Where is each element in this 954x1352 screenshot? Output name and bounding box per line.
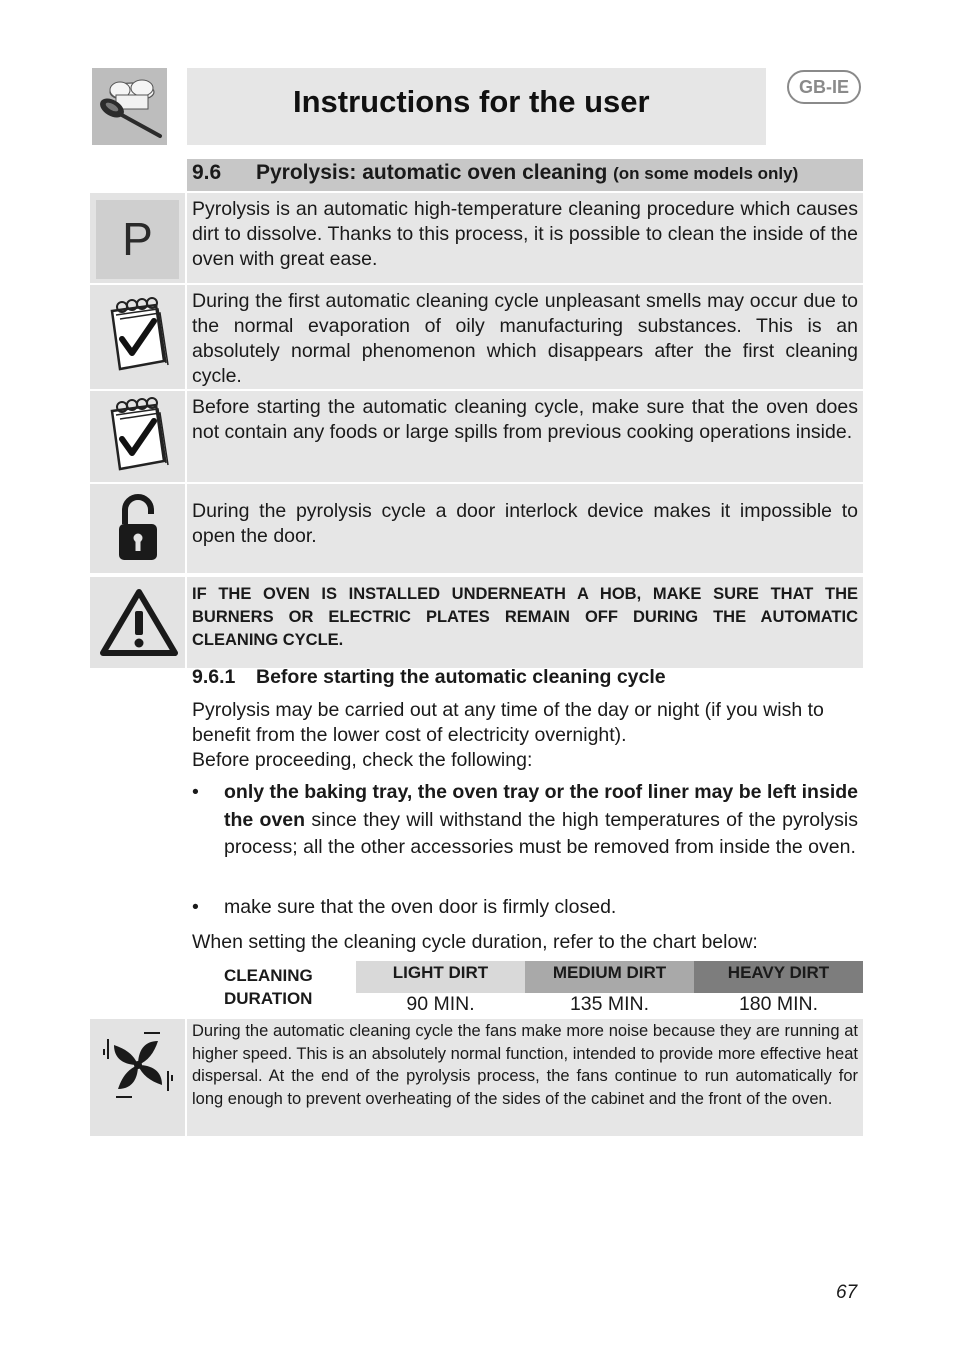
bullet-item-1 bbox=[192, 779, 858, 862]
intro-line-1: Pyrolysis may be carried out at any time of the day or night (if you wish to benefit from the lower cost of electricity overnight). bbox=[192, 699, 824, 746]
note-text-3: Before starting the automatic cleaning cycle, make sure that the oven does not contain any foods or large spills from previous cooking operations inside. bbox=[187, 391, 863, 482]
note-text-4: During the pyrolysis cycle a door interlock device makes it impossible to open the door. bbox=[187, 484, 863, 573]
note-icon-cell-3 bbox=[90, 391, 185, 482]
language-badge: GB-IE bbox=[787, 70, 861, 104]
page-title: Instructions for the user bbox=[293, 84, 650, 119]
page-number: 67 bbox=[836, 1282, 858, 1303]
value-heavy-dirt: 180 MIN. bbox=[738, 993, 819, 1015]
section-title-text: Pyrolysis: automatic oven cleaning bbox=[256, 161, 608, 184]
note-text-1: Pyrolysis is an automatic high-temperature cleaning procedure which causes dirt to dissolve. Thanks to this process, it is possible to clean the inside of the oven with great ease. bbox=[187, 193, 863, 283]
note-icon-cell-5 bbox=[90, 577, 185, 668]
note-icon-cell-1 bbox=[90, 193, 185, 283]
section-heading bbox=[187, 159, 863, 191]
intro-line-2: Before proceeding, check the following: bbox=[192, 749, 533, 771]
section-number: 9.6 bbox=[192, 161, 222, 184]
header-medium-dirt: MEDIUM DIRT bbox=[525, 961, 694, 993]
note-icon-cell-2 bbox=[90, 285, 185, 389]
warning-text: IF THE OVEN IS INSTALLED UNDERNEATH A HOB, MAKE SURE THAT THE BURNERS OR ELECTRIC PLATES REMAIN OFF DURING THE AUTOMATIC CLEANING CYCLE. bbox=[187, 577, 863, 668]
padlock-icon bbox=[115, 494, 161, 564]
note-icon-cell-4 bbox=[90, 484, 185, 573]
subsection-title: Before starting the automatic cleaning cycle bbox=[256, 666, 666, 688]
fan-icon bbox=[102, 1029, 174, 1101]
table-row-label: CLEANING DURATION bbox=[224, 966, 313, 1008]
chart-intro: When setting the cleaning cycle duration, refer to the chart below: bbox=[192, 931, 758, 953]
bullet-item-2 bbox=[192, 894, 858, 922]
title-bar bbox=[187, 68, 766, 145]
header-light-dirt: LIGHT DIRT bbox=[356, 961, 525, 993]
bullet-2-text: make sure that the oven door is firmly closed. bbox=[224, 896, 617, 918]
cleaning-duration-table bbox=[187, 961, 863, 1017]
spoon-chef-hat-icon bbox=[92, 68, 167, 145]
value-medium-dirt: 135 MIN. bbox=[569, 993, 650, 1015]
value-light-dirt: 90 MIN. bbox=[406, 993, 475, 1015]
warning-triangle-icon bbox=[99, 587, 179, 657]
fan-note-text: During the automatic cleaning cycle the fans make more noise because they are running at higher speed. This is an absolutely normal function, intended to provide more effective heat dispersal. At the end of the pyrolysis process, the fans continue to run automatically for long enough to prevent overheating of the sides of the cabinet and the front of the oven. bbox=[187, 1019, 863, 1136]
section-title-note: (on some models only) bbox=[613, 164, 799, 183]
fan-icon-cell bbox=[90, 1019, 185, 1136]
header-heavy-dirt: HEAVY DIRT bbox=[694, 961, 863, 993]
bullet-dot: • bbox=[192, 781, 199, 803]
note-text-2: During the first automatic cleaning cycle unpleasant smells may occur due to the normal evaporation of oily manufacturing substances. This is an absolutely normal phenomenon which disappears after the first cleaning cycle. bbox=[187, 285, 863, 389]
subsection-number: 9.6.1 bbox=[192, 666, 236, 688]
bullet-1-text: since they will withstand the high temperatures of the pyrolysis process; all the other accessories must be removed from inside the oven. bbox=[224, 808, 858, 858]
intro-paragraph bbox=[192, 698, 858, 773]
bullet-dot: • bbox=[192, 896, 199, 918]
bullet-1-bold: only the baking tray, the oven tray or the roof liner may be left inside the oven bbox=[224, 781, 858, 831]
brand-logo bbox=[92, 68, 167, 145]
notepad-check-icon bbox=[98, 397, 178, 477]
p-letter-icon: P bbox=[96, 200, 179, 279]
subsection-heading bbox=[192, 666, 666, 689]
notepad-check-icon bbox=[98, 297, 178, 377]
section-title bbox=[256, 161, 798, 185]
